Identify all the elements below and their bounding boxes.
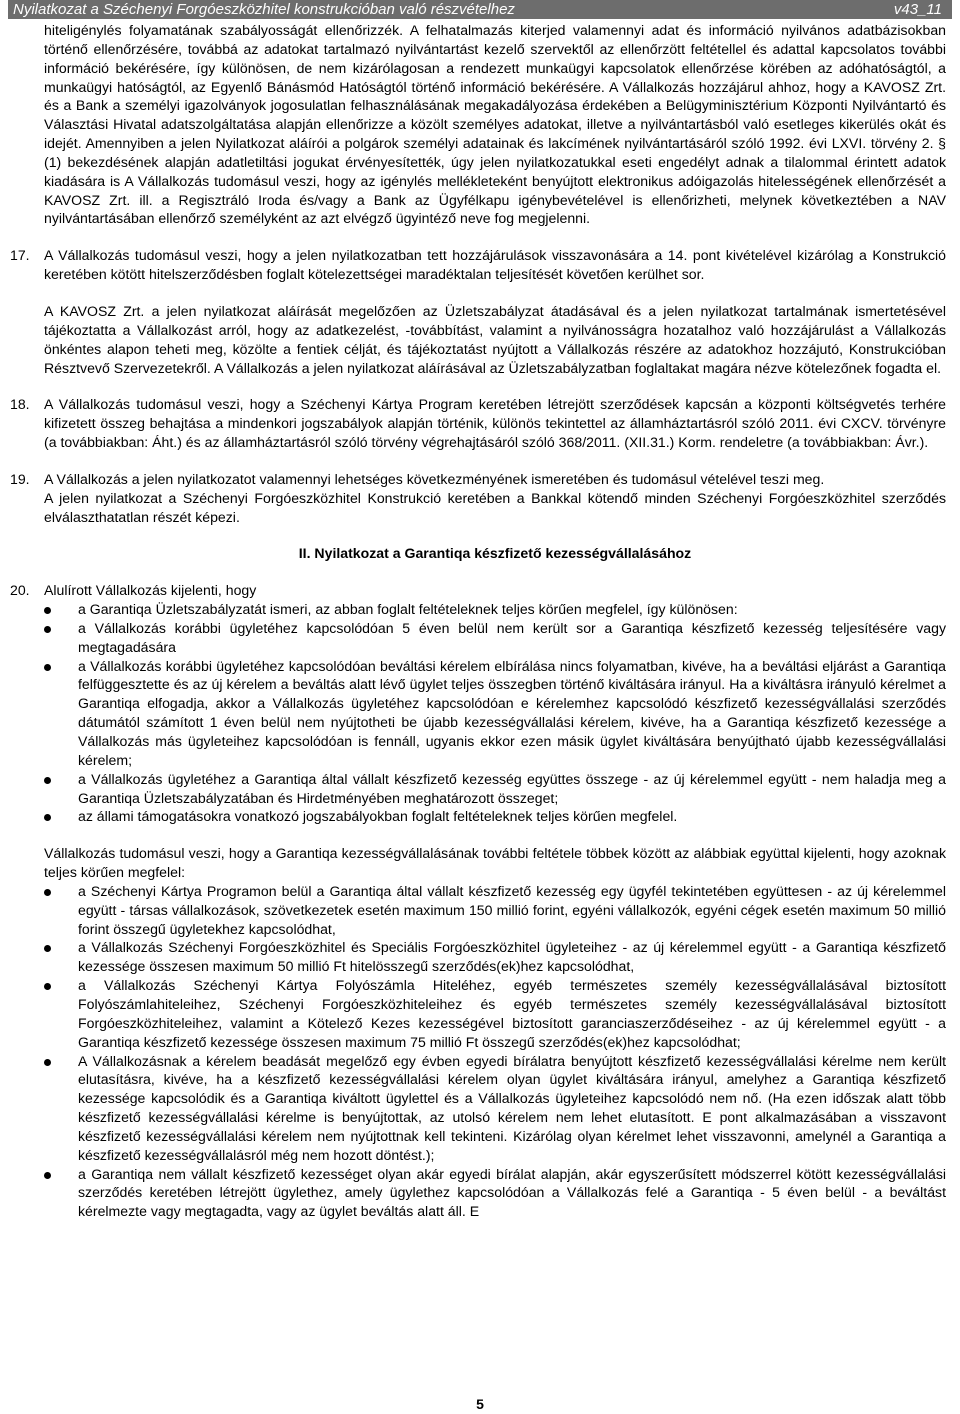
item-number: 19. bbox=[10, 470, 30, 487]
paragraph-consent: hiteligénylés folyamatának szabályosságát ellenőrizzék. A felhatalmazás kiterjed valamennyi adat és információ nyilvános adatbázisokban történő ellenőrzésére, továbbá az adatokat tartalmazó nyilvántartást kezelő szervektől az ellenőrzött feltétellel és adattal kapcsolatos további információ bekérésére, így különösen, de nem kizárólagosan a rendezett munkaügyi kapcsolatok ellenőrzése körében az adóhatóságtól, a munkaügyi hatóságtól, az Egyenlő Bánásmód Hatóságtól történő információ bekérésére. A Vállalkozás hozzájárul ahhoz, hogy a KAVOSZ Zrt. és a Bank a személyi igazolványok jogosulatlan felhasználásának megakadályozása érdekében a Belügyminisztérium Központi Nyilvántartó és Választási Hivatal adatszolgáltatása alapján ellenőrizze a közölt személyes adatokat, illetve a nyilvántartásból való esetleges kikerülés okát és idejét. Amennyiben a jelen Nyilatkozat aláírói a polgárok személyi adatainak és lakcímének nyilvántartásáról szóló 1992. évi LXVI. törvény 2. § (1) bekezdésének alapján adatletiltási jogukat érvényesítették, úgy jelen nyilatkozatukkal eseti engedélyt adnak a tilalommal érintett adatok kiadására is A Vállalkozás tudomásul veszi, hogy az igénylés mellékleteként benyújtott elektronikus adóigazolás hitelességének ellenőrzését a KAVOSZ Zrt. ill. a Regisztráló Iroda és/vagy a Bank az Ügyfélkapu igénybevételével is ellenőrizheti, melynek következtében a NAV nyilvántartásában ellenőrző személyként az azt elvégző ügyintéző neve fog megjelenni. bbox=[44, 22, 946, 227]
item-text: Alulírott Vállalkozás kijelenti, hogy bbox=[44, 582, 257, 599]
bullet-icon bbox=[44, 607, 51, 614]
bullet-icon bbox=[44, 664, 51, 671]
list-item: a Széchenyi Kártya Programon belül a Garantiqa által vállalt készfizető kezesség egy ügyfél tekintetében együttesen - az új kérelemmel együtt - társas vállalkozások, szövetkezetek esetén maximum 150 millió forint, egyéni vállalkozók, egyéni cégek esetén maximum 50 millió forint összegű ügyletekhez kapcsolódhat, bbox=[44, 882, 946, 939]
bullet-icon bbox=[44, 814, 51, 821]
list-item: a Garantiqa nem vállalt készfizető kezességet olyan akár egyedi bírálat alapján, akár egyszerűsített módszerrel kötött kezességvállalási szerződés keretében létrejött ügylethez, amely ügylethez kapcsolódóan a Vállalkozás felé a Garantiqa - 5 éven belül - a beváltást kérelmezte vagy megtagadta, vagy az ügylet beváltás alatt áll. E bbox=[44, 1165, 946, 1222]
header-title: Nyilatkozat a Széchenyi Forgóeszközhitel konstrukcióban való részvételhez bbox=[13, 1, 515, 18]
page-header bbox=[8, 0, 952, 19]
list-item: az állami támogatásokra vonatkozó jogszabályokban foglalt feltételeknek teljes körűen megfelel. bbox=[44, 807, 946, 826]
paragraph-conditions: Vállalkozás tudomásul veszi, hogy a Garantiqa kezességvállalásának további feltétele többek között az alábbiak együttal kijelenti, hogy azoknak teljes körűen megfelel: bbox=[44, 845, 946, 881]
bullet-icon bbox=[44, 777, 51, 784]
item-19 bbox=[10, 470, 946, 489]
page-number: 5 bbox=[476, 1396, 484, 1412]
item-text: A Vállalkozás a jelen nyilatkozatot valamennyi lehetséges következményének ismeretében és tudomásul vételével teszi meg. bbox=[44, 470, 825, 487]
list-item: a Vállalkozás Széchenyi Kártya Folyószámla Hiteléhez, egyéb természetes személy kezességvállalásával biztosított Folyószámlahiteleihez, Széchenyi Forgóeszközhiteleihez és egyéb természetes személy kezességvállalásával biztosított Forgóeszközhiteleihez, valamint a Kötelező Kezes kezességével biztosított garanciaszerződéseihez - az új kérelemmel együtt - a Garantiqa készfizető kezessége összesen maximum 75 millió Ft összegű szerződés(ek)hez kapcsolódhat; bbox=[44, 976, 946, 1051]
item-18 bbox=[10, 395, 946, 452]
bullet-icon bbox=[44, 1172, 51, 1179]
item-number: 20. bbox=[10, 582, 30, 599]
item-number: 17. bbox=[10, 247, 30, 264]
list-item: a Garantiqa Üzletszabályzatát ismeri, az abban foglalt feltételeknek teljes körűen megfelel, így különösen: bbox=[44, 600, 946, 619]
list-item: A Vállalkozásnak a kérelem beadását megelőző egy évben egyedi bírálatra benyújtott készfizető kezességvállalási kérelme nem került elutasításra, kivéve, ha a készfizető kezességvállalási kérelem olyan ügylet kiváltására irányul, amelyhez a Garantiqa készfizető kezessége kapcsolódik és a Garantiqa kiváltott ügylettel és a Vállalkozás ügyleteihez kapcsolódó nem nő. (Ha ezen időszak alatt több készfizető kezességvállalási kérelme is benyújtottak, az utolsó kérelem nem lehet elutasított. E pont alkalmazásában a visszavont készfizető kezességvállalási kérelem nem nyújtottnak kell tekinteni. Kizárólag olyan kérelmet lehet visszavonni, amelynél a Garantiqa a készfizető kezességvállalásról még nem hozott döntést.); bbox=[44, 1052, 946, 1165]
header-version: v43_11 bbox=[893, 1, 942, 18]
bullet-list-conditions bbox=[44, 882, 946, 1221]
item-text: A Vállalkozás tudomásul veszi, hogy a Széchenyi Kártya Program keretében létrejött szerződések kapcsán a központi költségvetés terhére kifizetett összeg behajtása a mindenkori jogszabályok alapján történik, különös tekintettel az államháztartásról szóló 2011. évi CXCV. törvényre (a továbbiakban: Áht.) és az államháztartásról szóló törvény végrehajtásáról szóló 368/2011. (XII.31.) Korm. rendeletre (a továbbiakban: Ávr.). bbox=[44, 396, 946, 451]
bullet-list-declarations bbox=[44, 600, 946, 826]
bullet-icon bbox=[44, 1059, 51, 1066]
list-item: a Vállalkozás korábbi ügyletéhez kapcsolódóan beváltási kérelem elbírálása nincs folyamatban, kivéve, ha a beváltási eljárást a Garantiqa felfüggesztette és az új kérelem a beváltás alatt lévő ügylet teljes összegben történő kiváltására irányul. Ha a kiváltásra irányuló kérelmet a Garantiqa elfogadja, akkor a Vállalkozás ügyletéhez kapcsolódóan e kérelemhez kapcsolódó készfizető kezességvállalási szerződés dátumától számított 1 éven belül nem nyújtotheti be újabb kezességvállalási kérelem, kivéve, ha a Garantiqa készfizető kezessége a Vállalkozás más ügyleteihez kapcsolódóan is fennáll, ugyanis ekkor ezen másik ügylet kiváltására benyújtható újabb kezességvállalási kérelem; bbox=[44, 657, 946, 770]
bullet-icon bbox=[44, 945, 51, 952]
paragraph-contract-part: A jelen nyilatkozat a Széchenyi Forgóeszközhitel Konstrukció keretében a Bankkal kötendő minden Széchenyi Forgóeszközhitel szerződés elválaszthatatlan részét képezi. bbox=[44, 489, 946, 525]
item-text: A Vállalkozás tudomásul veszi, hogy a jelen nyilatkozatban tett hozzájárulások visszavonására a 14. pont kivételével kizárólag a Konstrukció keretében kötött hitelszerződésben foglalt kötelezettségei maradéktalan teljesítését követően kerülhet sor. bbox=[44, 247, 946, 283]
item-20 bbox=[10, 581, 946, 600]
bullet-icon bbox=[44, 889, 51, 896]
document-body bbox=[10, 21, 946, 1221]
list-item: a Vállalkozás Széchenyi Forgóeszközhitel és Speciális Forgóeszközhitel ügyleteihez - az új kérelemmel együtt - a Garantiqa készfizető kezessége összesen maximum 50 millió Ft hitelösszegű szerződés(ek)hez kapcsolódhat, bbox=[44, 938, 946, 976]
bullet-icon bbox=[44, 626, 51, 633]
list-item: a Vállalkozás korábbi ügyletéhez kapcsolódóan 5 éven belül nem került sor a Garantiqa készfizető kezesség teljesítésére vagy megtagadására bbox=[44, 619, 946, 657]
list-item: a Vállalkozás ügyletéhez a Garantiqa által vállalt készfizető kezesség együttes összege - az új kérelemmel együtt - nem haladja meg a Garantiqa Üzletszabályzatában és Hirdetményében meghatározott összeget; bbox=[44, 770, 946, 808]
item-17 bbox=[10, 246, 946, 284]
section-title: II. Nyilatkozat a Garantiqa készfizető kezességvállalásához bbox=[298, 545, 692, 562]
item-number: 18. bbox=[10, 396, 30, 413]
paragraph-kavosz: A KAVOSZ Zrt. a jelen nyilatkozat aláírását megelőzően az Üzletszabályzat átadásával és a jelen nyilatkozat tartalmának ismertetésével tájékoztatta a Vállalkozást arról, hogy az adatkezelést, -továbbítást, valamint a nyilvánosságra hozatalhoz való hozzájárulást a Vállalkozás önkéntes alapon teheti meg, közölte a fentiek célját, és tájékoztatást nyújtott a Vállalkozás részére az adatokhoz hozzájutó, Konstrukcióban Résztvevő Szervezetekről. A Vállalkozás a jelen nyilatkozat aláírásával az Üzletszabályzatban foglaltakat magára nézve kötelezőnek fogadta el. bbox=[44, 302, 946, 376]
bullet-icon bbox=[44, 983, 51, 990]
